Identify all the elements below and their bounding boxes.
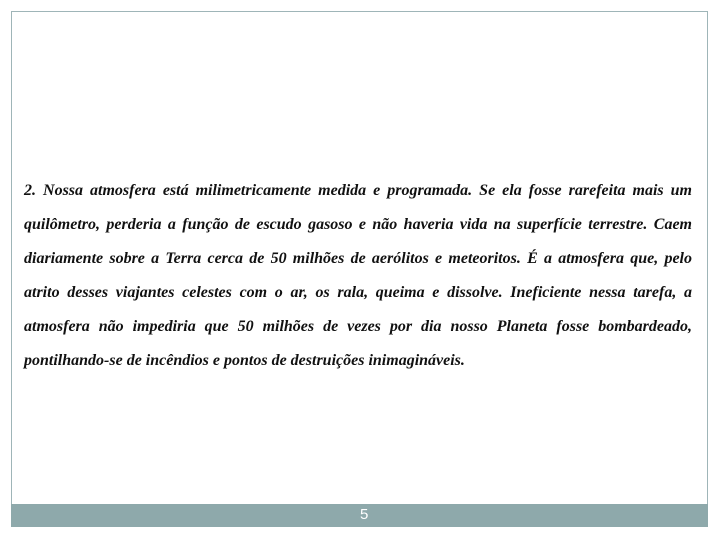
page-number: 5: [360, 506, 369, 523]
slide-body-paragraph: 2. Nossa atmosfera está milimetricamente medida e programada. Se ela fosse rarefeita mais um quilômetro, perderia a função de escudo gasoso e não haveria vida na superfície terrestre. Caem diariamente sobre a Terra cerca de 50 milhões de aerólitos e meteoritos. É a atmosfera que, pelo atrito desses viajantes celestes com o ar, os rala, queima e dissolve. Ineficiente nessa tarefa, a atmosfera não impediria que 50 milhões de vezes por dia nosso Planeta fosse bombardeado, pontilhando-se de incêndios e pontos de destruições inimagináveis.: [24, 182, 692, 369]
footer-bar: [11, 504, 708, 527]
